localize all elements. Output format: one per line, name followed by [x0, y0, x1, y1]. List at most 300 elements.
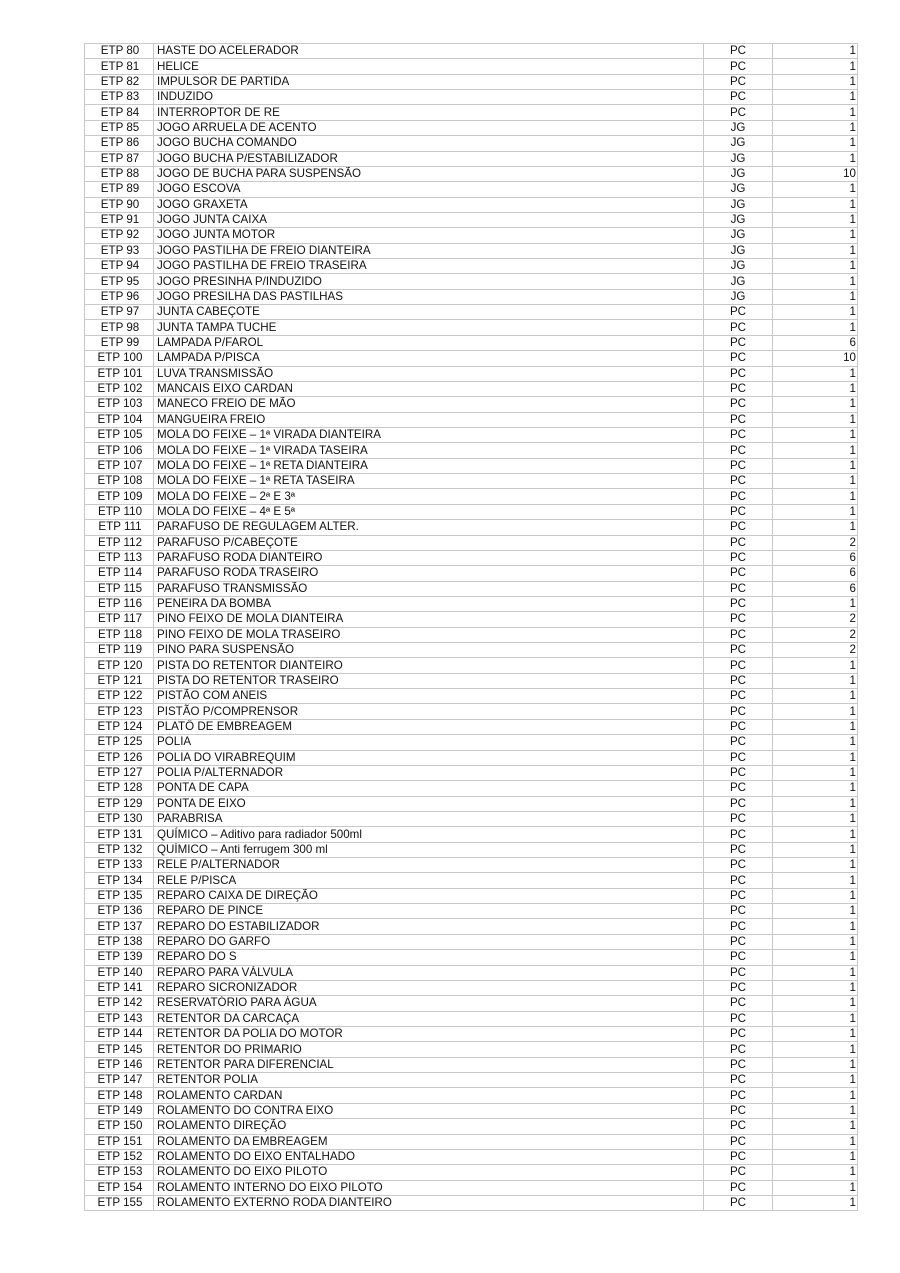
item-code-cell: ETP 140 — [85, 965, 154, 980]
item-code-cell: ETP 85 — [85, 120, 154, 135]
item-unit-cell: PC — [704, 44, 773, 59]
item-unit-cell: PC — [704, 750, 773, 765]
table-row — [85, 735, 858, 750]
item-code-cell: ETP 106 — [85, 443, 154, 458]
item-quantity-cell: 1 — [773, 658, 858, 673]
item-description-cell: JOGO GRAXETA — [154, 197, 704, 212]
item-quantity-cell: 1 — [773, 842, 858, 857]
table-row — [85, 90, 858, 105]
item-code-cell: ETP 135 — [85, 888, 154, 903]
table-row — [85, 796, 858, 811]
item-unit-cell: PC — [704, 1027, 773, 1042]
table-row — [85, 965, 858, 980]
item-description-cell: PISTÃO COM ANEIS — [154, 689, 704, 704]
table-row — [85, 1011, 858, 1026]
item-description-cell: RELE P/PISCA — [154, 873, 704, 888]
item-quantity-cell: 1 — [773, 673, 858, 688]
item-description-cell: RETENTOR POLIA — [154, 1073, 704, 1088]
item-unit-cell: PC — [704, 980, 773, 995]
item-description-cell: PARAFUSO P/CABEÇOTE — [154, 535, 704, 550]
item-quantity-cell: 1 — [773, 489, 858, 504]
item-description-cell: REPARO DO ESTABILIZADOR — [154, 919, 704, 934]
item-unit-cell: PC — [704, 504, 773, 519]
item-unit-cell: PC — [704, 474, 773, 489]
item-description-cell: IMPULSOR DE PARTIDA — [154, 74, 704, 89]
item-quantity-cell: 1 — [773, 1027, 858, 1042]
item-quantity-cell: 1 — [773, 90, 858, 105]
table-row — [85, 858, 858, 873]
item-code-cell: ETP 111 — [85, 520, 154, 535]
item-unit-cell: PC — [704, 1073, 773, 1088]
item-unit-cell: PC — [704, 596, 773, 611]
item-code-cell: ETP 99 — [85, 335, 154, 350]
table-row — [85, 320, 858, 335]
item-code-cell: ETP 104 — [85, 412, 154, 427]
item-quantity-cell: 1 — [773, 781, 858, 796]
table-row — [85, 228, 858, 243]
table-row — [85, 366, 858, 381]
item-quantity-cell: 1 — [773, 182, 858, 197]
item-description-cell: POLIA — [154, 735, 704, 750]
item-quantity-cell: 1 — [773, 1119, 858, 1134]
item-quantity-cell: 1 — [773, 827, 858, 842]
item-quantity-cell: 1 — [773, 412, 858, 427]
table-row — [85, 581, 858, 596]
item-code-cell: ETP 84 — [85, 105, 154, 120]
item-description-cell: PINO FEIXO DE MOLA TRASEIRO — [154, 627, 704, 642]
item-code-cell: ETP 144 — [85, 1027, 154, 1042]
item-description-cell: HELICE — [154, 59, 704, 74]
item-unit-cell: JG — [704, 197, 773, 212]
table-row — [85, 566, 858, 581]
item-code-cell: ETP 102 — [85, 381, 154, 396]
item-code-cell: ETP 114 — [85, 566, 154, 581]
item-unit-cell: PC — [704, 320, 773, 335]
item-description-cell: REPARO SICRONIZADOR — [154, 980, 704, 995]
item-code-cell: ETP 90 — [85, 197, 154, 212]
item-description-cell: PONTA DE EIXO — [154, 796, 704, 811]
item-quantity-cell: 1 — [773, 274, 858, 289]
item-quantity-cell: 1 — [773, 796, 858, 811]
item-description-cell: LAMPADA P/PISCA — [154, 351, 704, 366]
item-unit-cell: PC — [704, 811, 773, 826]
item-unit-cell: PC — [704, 950, 773, 965]
item-description-cell: MANCAIS EIXO CARDAN — [154, 381, 704, 396]
item-description-cell: MANECO FREIO DE MÃO — [154, 397, 704, 412]
item-quantity-cell: 6 — [773, 550, 858, 565]
item-code-cell: ETP 127 — [85, 765, 154, 780]
table-row — [85, 1119, 858, 1134]
table-row — [85, 1103, 858, 1118]
item-code-cell: ETP 96 — [85, 289, 154, 304]
item-quantity-cell: 1 — [773, 996, 858, 1011]
item-description-cell: REPARO DO GARFO — [154, 934, 704, 949]
item-code-cell: ETP 151 — [85, 1134, 154, 1149]
item-code-cell: ETP 83 — [85, 90, 154, 105]
item-quantity-cell: 1 — [773, 980, 858, 995]
item-unit-cell: PC — [704, 1149, 773, 1164]
table-row — [85, 474, 858, 489]
item-code-cell: ETP 108 — [85, 474, 154, 489]
table-row — [85, 1073, 858, 1088]
item-unit-cell: PC — [704, 74, 773, 89]
item-unit-cell: PC — [704, 1134, 773, 1149]
table-row — [85, 243, 858, 258]
table-row — [85, 673, 858, 688]
item-quantity-cell: 1 — [773, 1057, 858, 1072]
item-unit-cell: PC — [704, 520, 773, 535]
item-code-cell: ETP 129 — [85, 796, 154, 811]
item-description-cell: ROLAMENTO DA EMBREAGEM — [154, 1134, 704, 1149]
item-unit-cell: PC — [704, 934, 773, 949]
item-unit-cell: JG — [704, 166, 773, 181]
item-code-cell: ETP 152 — [85, 1149, 154, 1164]
table-row — [85, 1057, 858, 1072]
item-quantity-cell: 1 — [773, 228, 858, 243]
item-quantity-cell: 1 — [773, 1042, 858, 1057]
item-unit-cell: PC — [704, 965, 773, 980]
item-quantity-cell: 1 — [773, 1149, 858, 1164]
item-code-cell: ETP 116 — [85, 596, 154, 611]
table-row — [85, 182, 858, 197]
item-description-cell: MOLA DO FEIXE – 1ª VIRADA DIANTEIRA — [154, 427, 704, 442]
item-code-cell: ETP 121 — [85, 673, 154, 688]
item-description-cell: PARAFUSO RODA DIANTEIRO — [154, 550, 704, 565]
item-description-cell: REPARO PARA VÁLVULA — [154, 965, 704, 980]
item-quantity-cell: 6 — [773, 335, 858, 350]
item-unit-cell: PC — [704, 904, 773, 919]
item-code-cell: ETP 147 — [85, 1073, 154, 1088]
table-row — [85, 888, 858, 903]
item-code-cell: ETP 109 — [85, 489, 154, 504]
item-code-cell: ETP 133 — [85, 858, 154, 873]
item-unit-cell: PC — [704, 704, 773, 719]
table-row — [85, 212, 858, 227]
item-unit-cell: PC — [704, 381, 773, 396]
item-quantity-cell: 1 — [773, 397, 858, 412]
item-description-cell: QUÍMICO – Anti ferrugem 300 ml — [154, 842, 704, 857]
table-row — [85, 919, 858, 934]
item-code-cell: ETP 132 — [85, 842, 154, 857]
item-code-cell: ETP 94 — [85, 259, 154, 274]
item-quantity-cell: 1 — [773, 1088, 858, 1103]
item-code-cell: ETP 118 — [85, 627, 154, 642]
item-description-cell: JOGO BUCHA COMANDO — [154, 136, 704, 151]
table-row — [85, 59, 858, 74]
item-code-cell: ETP 110 — [85, 504, 154, 519]
item-unit-cell: PC — [704, 658, 773, 673]
table-row — [85, 704, 858, 719]
item-unit-cell: PC — [704, 397, 773, 412]
item-unit-cell: PC — [704, 673, 773, 688]
item-quantity-cell: 2 — [773, 627, 858, 642]
table-row — [85, 381, 858, 396]
item-description-cell: MANGUEIRA FREIO — [154, 412, 704, 427]
table-row — [85, 120, 858, 135]
item-description-cell: JOGO JUNTA MOTOR — [154, 228, 704, 243]
item-unit-cell: PC — [704, 305, 773, 320]
item-quantity-cell: 6 — [773, 566, 858, 581]
item-description-cell: PISTA DO RETENTOR TRASEIRO — [154, 673, 704, 688]
item-quantity-cell: 1 — [773, 289, 858, 304]
item-description-cell: ROLAMENTO INTERNO DO EIXO PILOTO — [154, 1180, 704, 1195]
table-row — [85, 612, 858, 627]
item-unit-cell: JG — [704, 151, 773, 166]
item-quantity-cell: 1 — [773, 120, 858, 135]
item-code-cell: ETP 81 — [85, 59, 154, 74]
item-code-cell: ETP 115 — [85, 581, 154, 596]
item-code-cell: ETP 148 — [85, 1088, 154, 1103]
item-unit-cell: PC — [704, 1195, 773, 1210]
table-row — [85, 811, 858, 826]
item-description-cell: JOGO PASTILHA DE FREIO TRASEIRA — [154, 259, 704, 274]
item-description-cell: JOGO ARRUELA DE ACENTO — [154, 120, 704, 135]
item-quantity-cell: 1 — [773, 1134, 858, 1149]
item-quantity-cell: 1 — [773, 858, 858, 873]
table-row — [85, 658, 858, 673]
item-code-cell: ETP 95 — [85, 274, 154, 289]
item-code-cell: ETP 91 — [85, 212, 154, 227]
item-description-cell: PARAFUSO DE REGULAGEM ALTER. — [154, 520, 704, 535]
table-row — [85, 166, 858, 181]
item-unit-cell: PC — [704, 719, 773, 734]
item-unit-cell: PC — [704, 550, 773, 565]
item-code-cell: ETP 155 — [85, 1195, 154, 1210]
item-code-cell: ETP 130 — [85, 811, 154, 826]
item-code-cell: ETP 142 — [85, 996, 154, 1011]
item-code-cell: ETP 138 — [85, 934, 154, 949]
item-code-cell: ETP 124 — [85, 719, 154, 734]
table-row — [85, 504, 858, 519]
item-quantity-cell: 6 — [773, 581, 858, 596]
item-unit-cell: PC — [704, 535, 773, 550]
item-quantity-cell: 1 — [773, 366, 858, 381]
item-code-cell: ETP 87 — [85, 151, 154, 166]
item-description-cell: RETENTOR PARA DIFERENCIAL — [154, 1057, 704, 1072]
item-description-cell: JUNTA TAMPA TUCHE — [154, 320, 704, 335]
item-unit-cell: PC — [704, 842, 773, 857]
item-unit-cell: PC — [704, 781, 773, 796]
item-quantity-cell: 1 — [773, 520, 858, 535]
table-row — [85, 1165, 858, 1180]
item-description-cell: REPARO DO S — [154, 950, 704, 965]
item-unit-cell: PC — [704, 90, 773, 105]
item-code-cell: ETP 145 — [85, 1042, 154, 1057]
table-row — [85, 74, 858, 89]
item-description-cell: QUÍMICO – Aditivo para radiador 500ml — [154, 827, 704, 842]
table-row — [85, 689, 858, 704]
item-quantity-cell: 1 — [773, 1011, 858, 1026]
item-code-cell: ETP 105 — [85, 427, 154, 442]
item-unit-cell: PC — [704, 581, 773, 596]
item-quantity-cell: 1 — [773, 735, 858, 750]
table-row — [85, 197, 858, 212]
item-unit-cell: PC — [704, 827, 773, 842]
item-quantity-cell: 1 — [773, 136, 858, 151]
item-description-cell: ROLAMENTO DIREÇÃO — [154, 1119, 704, 1134]
item-quantity-cell: 1 — [773, 750, 858, 765]
table-row — [85, 1180, 858, 1195]
item-quantity-cell: 1 — [773, 381, 858, 396]
item-description-cell: MOLA DO FEIXE – 1ª RETA TASEIRA — [154, 474, 704, 489]
item-code-cell: ETP 153 — [85, 1165, 154, 1180]
item-unit-cell: PC — [704, 1119, 773, 1134]
item-quantity-cell: 1 — [773, 305, 858, 320]
item-unit-cell: JG — [704, 274, 773, 289]
item-quantity-cell: 1 — [773, 74, 858, 89]
item-code-cell: ETP 80 — [85, 44, 154, 59]
item-unit-cell: JG — [704, 212, 773, 227]
item-quantity-cell: 1 — [773, 427, 858, 442]
item-code-cell: ETP 125 — [85, 735, 154, 750]
item-description-cell: PISTA DO RETENTOR DIANTEIRO — [154, 658, 704, 673]
table-row — [85, 550, 858, 565]
item-description-cell: PONTA DE CAPA — [154, 781, 704, 796]
table-row — [85, 351, 858, 366]
item-quantity-cell: 1 — [773, 474, 858, 489]
table-row — [85, 1134, 858, 1149]
item-quantity-cell: 1 — [773, 765, 858, 780]
table-row — [85, 105, 858, 120]
item-code-cell: ETP 154 — [85, 1180, 154, 1195]
item-quantity-cell: 1 — [773, 888, 858, 903]
table-row — [85, 520, 858, 535]
item-unit-cell: PC — [704, 366, 773, 381]
item-description-cell: JOGO PRESILHA DAS PASTILHAS — [154, 289, 704, 304]
item-quantity-cell: 1 — [773, 704, 858, 719]
item-code-cell: ETP 92 — [85, 228, 154, 243]
item-quantity-cell: 1 — [773, 904, 858, 919]
item-quantity-cell: 1 — [773, 197, 858, 212]
item-description-cell: PARAFUSO RODA TRASEIRO — [154, 566, 704, 581]
item-unit-cell: PC — [704, 735, 773, 750]
item-quantity-cell: 1 — [773, 1165, 858, 1180]
item-unit-cell: PC — [704, 1011, 773, 1026]
table-row — [85, 1027, 858, 1042]
table-row — [85, 643, 858, 658]
item-description-cell: ROLAMENTO DO EIXO ENTALHADO — [154, 1149, 704, 1164]
item-unit-cell: PC — [704, 858, 773, 873]
table-row — [85, 335, 858, 350]
item-code-cell: ETP 89 — [85, 182, 154, 197]
item-quantity-cell: 10 — [773, 166, 858, 181]
table-row — [85, 1195, 858, 1210]
item-unit-cell: PC — [704, 1057, 773, 1072]
item-description-cell: ROLAMENTO DO EIXO PILOTO — [154, 1165, 704, 1180]
item-unit-cell: JG — [704, 259, 773, 274]
item-description-cell: JOGO DE BUCHA PARA SUSPENSÃO — [154, 166, 704, 181]
item-unit-cell: PC — [704, 689, 773, 704]
table-row — [85, 765, 858, 780]
table-row — [85, 596, 858, 611]
table-row — [85, 458, 858, 473]
item-code-cell: ETP 112 — [85, 535, 154, 550]
table-row — [85, 535, 858, 550]
item-description-cell: JOGO BUCHA P/ESTABILIZADOR — [154, 151, 704, 166]
table-row — [85, 1149, 858, 1164]
table-row — [85, 274, 858, 289]
table-row — [85, 781, 858, 796]
item-quantity-cell: 1 — [773, 259, 858, 274]
item-unit-cell: PC — [704, 1165, 773, 1180]
item-quantity-cell: 1 — [773, 719, 858, 734]
item-quantity-cell: 1 — [773, 873, 858, 888]
item-code-cell: ETP 117 — [85, 612, 154, 627]
item-code-cell: ETP 139 — [85, 950, 154, 965]
table-row — [85, 719, 858, 734]
item-unit-cell: PC — [704, 1180, 773, 1195]
item-unit-cell: PC — [704, 1088, 773, 1103]
item-unit-cell: PC — [704, 643, 773, 658]
item-code-cell: ETP 120 — [85, 658, 154, 673]
table-row — [85, 750, 858, 765]
parts-table — [84, 43, 858, 1211]
table-row — [85, 842, 858, 857]
item-description-cell: POLIA DO VIRABREQUIM — [154, 750, 704, 765]
item-quantity-cell: 2 — [773, 643, 858, 658]
item-unit-cell: JG — [704, 243, 773, 258]
item-code-cell: ETP 103 — [85, 397, 154, 412]
item-quantity-cell: 1 — [773, 1073, 858, 1088]
item-unit-cell: JG — [704, 289, 773, 304]
table-row — [85, 904, 858, 919]
item-description-cell: MOLA DO FEIXE – 1ª RETA DIANTEIRA — [154, 458, 704, 473]
item-unit-cell: PC — [704, 351, 773, 366]
item-description-cell: PARABRISA — [154, 811, 704, 826]
item-description-cell: JOGO PRESINHA P/INDUZIDO — [154, 274, 704, 289]
table-row — [85, 305, 858, 320]
item-description-cell: POLIA P/ALTERNADOR — [154, 765, 704, 780]
item-unit-cell: PC — [704, 996, 773, 1011]
item-description-cell: LAMPADA P/FAROL — [154, 335, 704, 350]
item-description-cell: RELE P/ALTERNADOR — [154, 858, 704, 873]
item-code-cell: ETP 122 — [85, 689, 154, 704]
item-quantity-cell: 2 — [773, 535, 858, 550]
table-row — [85, 950, 858, 965]
item-unit-cell: PC — [704, 796, 773, 811]
item-quantity-cell: 1 — [773, 811, 858, 826]
item-description-cell: MOLA DO FEIXE – 2ª E 3ª — [154, 489, 704, 504]
item-description-cell: REPARO CAIXA DE DIREÇÃO — [154, 888, 704, 903]
table-row — [85, 1088, 858, 1103]
table-row — [85, 412, 858, 427]
item-description-cell: ROLAMENTO DO CONTRA EIXO — [154, 1103, 704, 1118]
item-code-cell: ETP 131 — [85, 827, 154, 842]
item-description-cell: JOGO PASTILHA DE FREIO DIANTEIRA — [154, 243, 704, 258]
item-quantity-cell: 1 — [773, 1103, 858, 1118]
item-unit-cell: PC — [704, 765, 773, 780]
item-unit-cell: PC — [704, 489, 773, 504]
item-quantity-cell: 2 — [773, 612, 858, 627]
item-quantity-cell: 1 — [773, 965, 858, 980]
table-row — [85, 996, 858, 1011]
table-row — [85, 489, 858, 504]
item-code-cell: ETP 86 — [85, 136, 154, 151]
table-row — [85, 259, 858, 274]
item-unit-cell: JG — [704, 228, 773, 243]
item-code-cell: ETP 149 — [85, 1103, 154, 1118]
table-row — [85, 627, 858, 642]
item-description-cell: RETENTOR DO PRIMARIO — [154, 1042, 704, 1057]
item-unit-cell: PC — [704, 105, 773, 120]
item-description-cell: PARAFUSO TRANSMISSÃO — [154, 581, 704, 596]
table-row — [85, 427, 858, 442]
item-code-cell: ETP 97 — [85, 305, 154, 320]
item-code-cell: ETP 98 — [85, 320, 154, 335]
item-quantity-cell: 1 — [773, 1195, 858, 1210]
item-unit-cell: PC — [704, 1103, 773, 1118]
item-quantity-cell: 1 — [773, 504, 858, 519]
